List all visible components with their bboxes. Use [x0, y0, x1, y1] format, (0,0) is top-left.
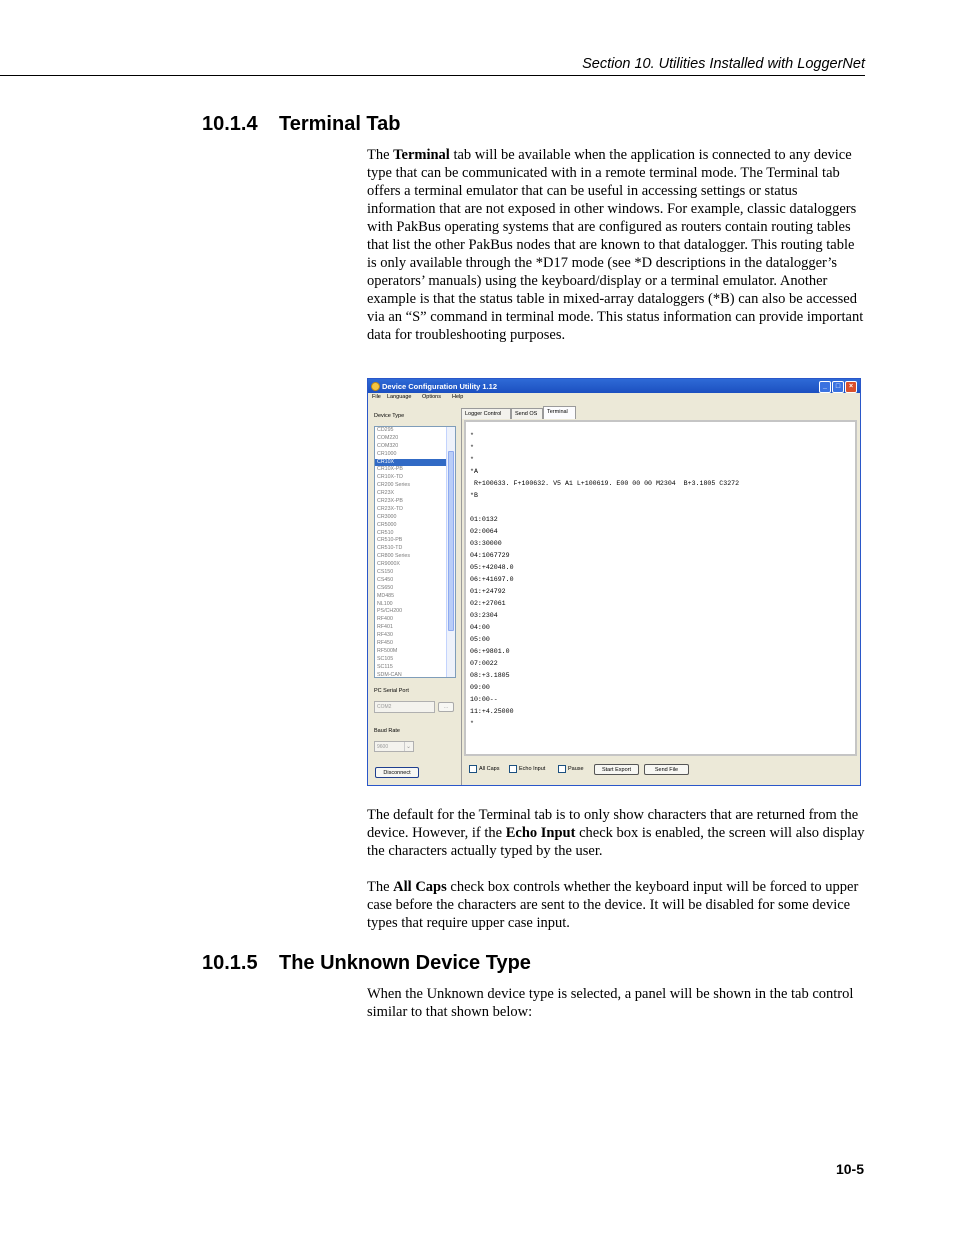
device-list-item[interactable]: CR510-PB [377, 537, 403, 544]
terminal-line: *B [470, 492, 478, 499]
device-list-item[interactable]: CR23X [377, 490, 395, 497]
paragraph-unknown-device: When the Unknown device type is selected, a panel will be shown in the tab control similar to that shown below: [367, 986, 854, 1020]
device-list-item[interactable]: CR510-TD [377, 545, 403, 552]
serial-port-browse-button[interactable]: ... [438, 702, 454, 712]
device-type-list[interactable] [374, 426, 456, 678]
heading-title: Terminal Tab [279, 113, 401, 135]
terminal-line: 01:0132 [470, 516, 498, 523]
device-list-item[interactable]: CR10X-PB [377, 466, 403, 473]
device-list-scrollbar[interactable] [446, 427, 455, 677]
baud-rate-select[interactable] [374, 741, 414, 752]
device-list-item[interactable]: CR9000X [377, 561, 400, 568]
device-list-item[interactable]: SC105 [377, 655, 394, 662]
terminal-line: R+100633. F+100632. V5 A1 L+100619. E00 00 00 M2304 B+3.1805 C3272 [470, 480, 740, 487]
heading-number: 10.1.4 [202, 113, 258, 135]
device-list-item[interactable]: CR800 Series [377, 553, 410, 560]
baud-rate-value: 9600 [377, 744, 389, 750]
device-list-item[interactable]: CR10X [375, 459, 455, 467]
serial-port-label: PC Serial Port [374, 688, 409, 694]
terminal-line: 02:+27061 [470, 600, 506, 607]
terminal-line: 03:2304 [470, 612, 498, 619]
echo-input-checkbox[interactable]: Echo Input [509, 765, 545, 773]
tab-logger-control[interactable]: Logger Control [461, 408, 511, 419]
terminal-line: * [470, 720, 474, 727]
terminal-line: 08:+3.1805 [470, 672, 510, 679]
all-caps-checkbox[interactable]: All Caps [469, 765, 499, 773]
terminal-line: 02:0064 [470, 528, 498, 535]
device-list-item[interactable]: SC115 [377, 663, 393, 670]
device-list-item[interactable]: COM320 [377, 442, 399, 449]
checkbox-box[interactable] [509, 765, 517, 773]
terminal-line: 03:30000 [470, 540, 502, 547]
terminal-line: 04:00 [470, 624, 490, 631]
terminal-line: 05:00 [470, 636, 490, 643]
tab-terminal[interactable]: Terminal [543, 406, 576, 419]
terminal-line: 06:+41697.0 [470, 576, 514, 583]
device-list-item[interactable]: CR5000 [377, 521, 397, 528]
terminal-line: * [470, 456, 474, 463]
scrollbar-thumb[interactable] [448, 451, 454, 631]
close-icon[interactable]: × [845, 381, 857, 393]
terminal-line: 01:+24792 [470, 588, 506, 595]
device-list-item[interactable]: RF450 [377, 640, 393, 647]
section-header-text: Section 10. Utilities Installed with LoggerNet [582, 56, 865, 72]
device-list-item[interactable]: NL100 [377, 600, 393, 607]
terminal-line: 10:00-- [470, 696, 498, 703]
terminal-line: * [470, 432, 474, 439]
terminal-line: 06:+9801.0 [470, 648, 510, 655]
start-export-button[interactable]: Start Export [594, 764, 639, 775]
terminal-line: 09:00 [470, 684, 490, 691]
terminal-line: 04:1067729 [470, 552, 510, 559]
maximize-icon[interactable]: □ [832, 381, 844, 393]
device-config-window [367, 378, 861, 786]
device-list-item[interactable]: RF430 [377, 632, 393, 639]
baud-rate-label: Baud Rate [374, 728, 400, 734]
paragraph-all-caps: The All Caps check box controls whether the keyboard input will be forced to upper case before the characters are sent to the device. It will be disabled for some device types that require upper case input. [367, 879, 859, 931]
device-list-item[interactable]: CR3000 [377, 513, 397, 520]
device-list-item[interactable]: CR10X-TD [377, 474, 403, 481]
terminal-line: 07:0022 [470, 660, 498, 667]
device-list-item[interactable]: COM220 [377, 434, 399, 441]
pause-checkbox[interactable]: Pause [558, 765, 584, 773]
device-list-item[interactable]: CR200 Series [377, 482, 410, 489]
checkbox-box[interactable] [469, 765, 477, 773]
window-title: Device Configuration Utility 1.12 [382, 382, 498, 391]
menu-language[interactable]: Language [387, 394, 412, 400]
menu-file[interactable]: File [372, 394, 381, 400]
tab-send-os[interactable]: Send OS [511, 408, 543, 419]
device-list-item[interactable]: CS450 [377, 576, 394, 583]
app-icon [371, 382, 380, 391]
paragraph-terminal-intro: The Terminal tab will be available when the application is connected to any device type that can be communicated with in a remote terminal mode. The Terminal tab offers a terminal emulator that can be useful in accessing settings or status information that are not exposed in other windows. For example, classic dataloggers with PakBus operating systems that are configured as routers contain routing tables that list the other PakBus nodes that are known to that datalogger. This routing table is only available through the *D17 mode (see *D descriptions in the datalogger’s operators’ manuals) using the keyboard/display or a terminal emulator. Another example is that the status table in mixed-array dataloggers (*B) can also be accessed via an “S” command in terminal mode. This status information can provide important data for troubleshooting purposes. [367, 147, 864, 343]
disconnect-button[interactable]: Disconnect [375, 767, 419, 778]
checkbox-box[interactable] [558, 765, 566, 773]
send-file-button[interactable]: Send File [644, 764, 689, 775]
menu-help[interactable]: Help [452, 394, 464, 400]
device-list-item[interactable]: PS/CH200 [377, 608, 403, 615]
terminal-line: 05:+42048.0 [470, 564, 514, 571]
page-header [0, 54, 865, 76]
device-list-item[interactable]: CS150 [377, 569, 394, 576]
paragraph-echo-input: The default for the Terminal tab is to only show characters that are returned from the device. However, if the Echo Input check box is enabled, the screen will also display the characters actually typed by the user. [367, 807, 865, 859]
heading-10-1-5 [202, 952, 531, 975]
device-list-item[interactable]: RF400 [377, 616, 393, 623]
device-list-item[interactable]: CD295 [377, 427, 394, 433]
chevron-down-icon: ⌄ [405, 744, 412, 750]
terminal-output[interactable] [464, 420, 857, 756]
heading-title: The Unknown Device Type [279, 952, 531, 974]
serial-port-field[interactable]: COM2 [374, 701, 435, 713]
device-type-label: Device Type [374, 413, 405, 419]
menu-options[interactable]: Options [422, 394, 441, 400]
page-number: 10-5 [835, 1161, 864, 1177]
device-list-item[interactable]: MD485 [377, 592, 395, 599]
device-list-item[interactable]: CR1000 [377, 450, 397, 457]
menu-bar [368, 393, 860, 402]
device-list-item[interactable]: CS650 [377, 584, 394, 591]
heading-number: 10.1.5 [202, 952, 258, 974]
terminal-line: * [470, 444, 474, 451]
minimize-icon[interactable]: _ [819, 381, 831, 393]
heading-10-1-4 [202, 113, 401, 136]
device-list-item[interactable]: CR510 [377, 529, 394, 536]
window-titlebar [368, 379, 860, 393]
device-list-item[interactable]: CR23X-PB [377, 498, 403, 505]
device-list-item[interactable]: CR23X-TD [377, 505, 403, 512]
device-list-item[interactable]: SDM-CAN [377, 671, 402, 678]
device-list-item[interactable]: RF500M [377, 647, 398, 654]
device-list-item[interactable]: RF401 [377, 624, 393, 631]
terminal-line: 11:+4.25000 [470, 708, 514, 715]
terminal-line: *A [470, 468, 478, 475]
